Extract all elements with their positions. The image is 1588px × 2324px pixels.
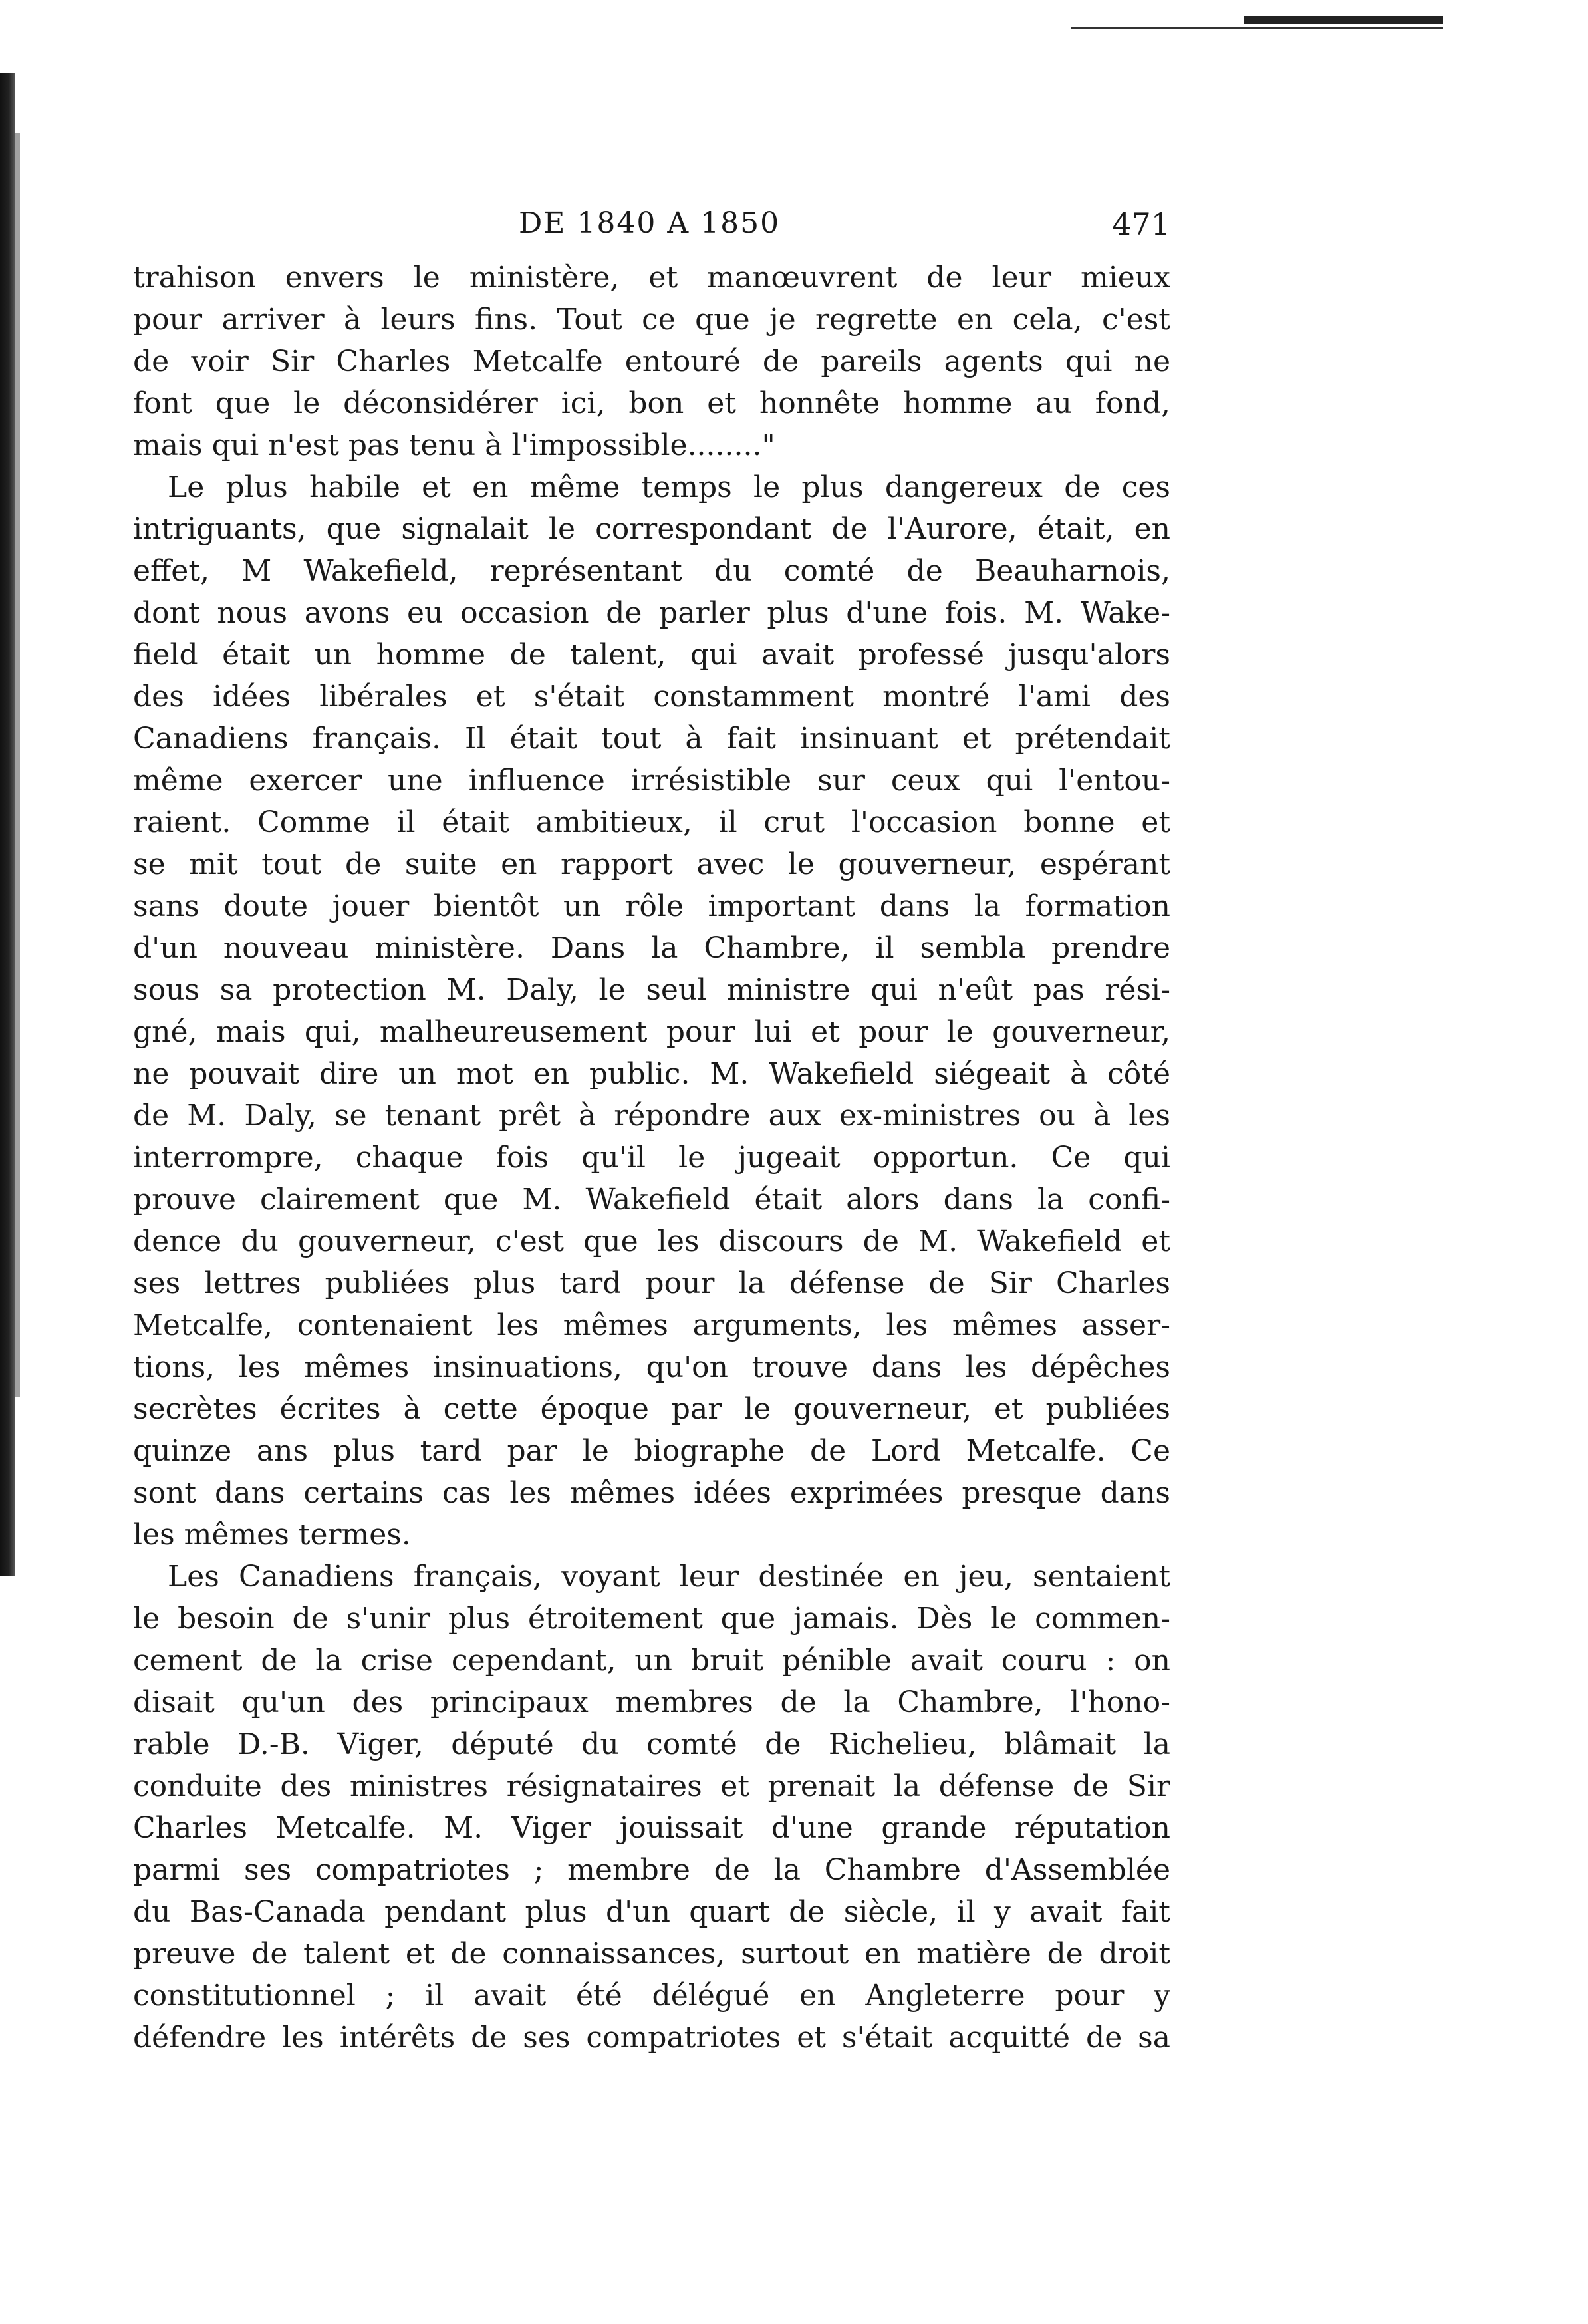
text-line: sous sa protection M. Daly, le seul ministre qui n'eût pas rési- bbox=[133, 973, 1170, 1007]
text-line: sans doute jouer bientôt un rôle important dans la formation bbox=[133, 889, 1170, 923]
text-line: trahison envers le ministère, et manœuvrent de leur mieux bbox=[133, 261, 1170, 295]
text-line: Metcalfe, contenaient les mêmes arguments, les mêmes asser- bbox=[133, 1308, 1170, 1342]
text-line: des idées libérales et s'était constamment montré l'ami des bbox=[133, 680, 1170, 714]
text-line: se mit tout de suite en rapport avec le gouverneur, espérant bbox=[133, 847, 1170, 881]
text-line: preuve de talent et de connaissances, surtout en matière de droit bbox=[133, 1937, 1170, 1971]
text-line: rable D.-B. Viger, député du comté de Richelieu, blâmait la bbox=[133, 1727, 1170, 1761]
text-line: cement de la crise cependant, un bruit pénible avait couru : on bbox=[133, 1644, 1170, 1677]
text-line: sont dans certains cas les mêmes idées exprimées presque dans bbox=[133, 1476, 1170, 1510]
text-line: ses lettres publiées plus tard pour la défense de Sir Charles bbox=[133, 1266, 1170, 1300]
text-line: tions, les mêmes insinuations, qu'on trouve dans les dépêches bbox=[133, 1350, 1170, 1384]
text-line: mais qui n'est pas tenu à l'impossible........" bbox=[133, 428, 775, 462]
text-line: Charles Metcalfe. M. Viger jouissait d'une grande réputation bbox=[133, 1811, 1170, 1845]
text-line: conduite des ministres résignataires et prenait la défense de Sir bbox=[133, 1769, 1170, 1803]
scan-edge-bar bbox=[1244, 16, 1443, 24]
text-line: disait qu'un des principaux membres de la Chambre, l'hono- bbox=[133, 1685, 1170, 1719]
paragraph bbox=[133, 1556, 1170, 2059]
text-line: d'un nouveau ministère. Dans la Chambre, il sembla prendre bbox=[133, 931, 1170, 965]
text-line: même exercer une influence irrésistible sur ceux qui l'entou- bbox=[133, 764, 1170, 798]
text-line: pour arriver à leurs fins. Tout ce que je regrette en cela, c'est bbox=[133, 303, 1170, 337]
paragraph bbox=[133, 466, 1170, 1556]
text-line: du Bas-Canada pendant plus d'un quart de siècle, il y avait fait bbox=[133, 1895, 1170, 1929]
binding-shadow-inner bbox=[15, 133, 20, 1397]
text-line: intriguants, que signalait le correspondant de l'Aurore, était, en bbox=[133, 512, 1170, 546]
text-line: interrompre, chaque fois qu'il le jugeait opportun. Ce qui bbox=[133, 1141, 1170, 1175]
text-line: field était un homme de talent, qui avait professé jusqu'alors bbox=[133, 638, 1170, 672]
binding-shadow bbox=[0, 73, 15, 1576]
text-line: ne pouvait dire un mot en public. M. Wakefield siégeait à côté bbox=[133, 1057, 1170, 1091]
text-line: le besoin de s'unir plus étroitement que jamais. Dès le commen- bbox=[133, 1602, 1170, 1636]
text-line: dence du gouverneur, c'est que les discours de M. Wakefield et bbox=[133, 1225, 1170, 1258]
text-line: parmi ses compatriotes ; membre de la Chambre d'Assemblée bbox=[133, 1853, 1170, 1887]
text-line: prouve clairement que M. Wakefield était alors dans la confi- bbox=[133, 1183, 1170, 1217]
text-line: gné, mais qui, malheureusement pour lui et pour le gouverneur, bbox=[133, 1015, 1170, 1049]
text-line: de voir Sir Charles Metcalfe entouré de pareils agents qui ne bbox=[133, 345, 1170, 378]
text-line: raient. Comme il était ambitieux, il crut l'occasion bonne et bbox=[133, 805, 1170, 839]
body-text bbox=[133, 257, 1170, 2059]
text-line: secrètes écrites à cette époque par le gouverneur, et publiées bbox=[133, 1392, 1170, 1426]
text-line: Canadiens français. Il était tout à fait insinuant et prétendait bbox=[133, 722, 1170, 756]
paragraph bbox=[133, 257, 1170, 466]
book-page bbox=[133, 200, 1170, 2059]
text-line: quinze ans plus tard par le biographe de Lord Metcalfe. Ce bbox=[133, 1434, 1170, 1468]
scan-edge-top bbox=[1071, 12, 1443, 29]
text-line: Le plus habile et en même temps le plus dangereux de ces bbox=[168, 470, 1170, 504]
text-line: font que le déconsidérer ici, bon et honnête homme au fond, bbox=[133, 386, 1170, 420]
text-line: Les Canadiens français, voyant leur destinée en jeu, sentaient bbox=[168, 1560, 1170, 1594]
text-line: de M. Daly, se tenant prêt à répondre aux ex-ministres ou à les bbox=[133, 1099, 1170, 1133]
text-line: défendre les intérêts de ses compatriotes et s'était acquitté de sa bbox=[133, 2021, 1170, 2055]
running-title: DE 1840 A 1850 bbox=[519, 206, 781, 240]
text-line: dont nous avons eu occasion de parler plus d'une fois. M. Wake- bbox=[133, 596, 1170, 630]
text-line: constitutionnel ; il avait été délégué en Angleterre pour y bbox=[133, 1979, 1170, 2013]
text-line: les mêmes termes. bbox=[133, 1518, 411, 1552]
running-head bbox=[133, 200, 1170, 253]
text-line: effet, M Wakefield, représentant du comté de Beauharnois, bbox=[133, 554, 1170, 588]
page-number: 471 bbox=[1112, 206, 1170, 242]
